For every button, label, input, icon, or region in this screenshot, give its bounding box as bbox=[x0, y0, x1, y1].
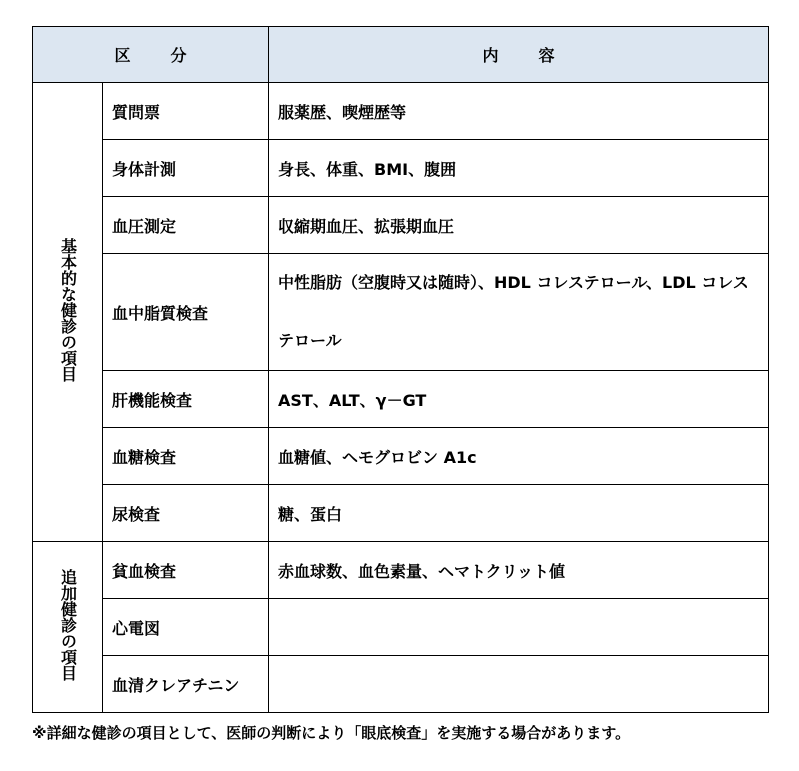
item-content: 収縮期血圧、拡張期血圧 bbox=[269, 197, 769, 254]
item-content: 血糖値、ヘモグロビン A1c bbox=[269, 428, 769, 485]
item-name: 質問票 bbox=[103, 83, 269, 140]
item-name: 血清クレアチニン bbox=[103, 656, 269, 713]
item-content: 身長、体重、BMI、腹囲 bbox=[269, 140, 769, 197]
table-row bbox=[33, 485, 769, 542]
item-name: 貧血検査 bbox=[103, 542, 269, 599]
item-content: 服薬歴、喫煙歴等 bbox=[269, 83, 769, 140]
item-name: 身体計測 bbox=[103, 140, 269, 197]
item-content bbox=[269, 599, 769, 656]
item-name: 血圧測定 bbox=[103, 197, 269, 254]
group-basic bbox=[33, 83, 103, 542]
group-label-basic: 基本的な健診の項目 bbox=[58, 238, 78, 382]
item-name: 肝機能検査 bbox=[103, 371, 269, 428]
table-row bbox=[33, 599, 769, 656]
table-row bbox=[33, 140, 769, 197]
item-content: 中性脂肪（空腹時又は随時）、HDL コレステロール、LDL コレステロール bbox=[269, 254, 769, 371]
table-row bbox=[33, 542, 769, 599]
item-content: 糖、蛋白 bbox=[269, 485, 769, 542]
item-content: 赤血球数、血色素量、ヘマトクリット値 bbox=[269, 542, 769, 599]
footnote: ※詳細な健診の項目として、医師の判断により「眼底検査」を実施する場合があります。 bbox=[32, 724, 631, 742]
item-name: 血中脂質検査 bbox=[103, 254, 269, 371]
header-category bbox=[33, 27, 269, 83]
item-content bbox=[269, 656, 769, 713]
table-row bbox=[33, 656, 769, 713]
table-header-row bbox=[33, 27, 769, 83]
item-name: 血糖検査 bbox=[103, 428, 269, 485]
header-category-char-2: 分 bbox=[170, 46, 187, 65]
item-content: AST、ALT、γ－GT bbox=[269, 371, 769, 428]
exam-items-table bbox=[32, 26, 769, 713]
item-name: 心電図 bbox=[103, 599, 269, 656]
table-row bbox=[33, 254, 769, 371]
table-row bbox=[33, 371, 769, 428]
header-content-char-1: 内 bbox=[482, 46, 499, 65]
table-row bbox=[33, 428, 769, 485]
header-content bbox=[269, 27, 769, 83]
table-row bbox=[33, 83, 769, 140]
item-name: 尿検査 bbox=[103, 485, 269, 542]
group-label-additional: 追加健診の項目 bbox=[58, 569, 78, 681]
table-row bbox=[33, 197, 769, 254]
group-additional bbox=[33, 542, 103, 713]
header-content-char-2: 容 bbox=[538, 46, 555, 65]
header-category-char-1: 区 bbox=[114, 46, 131, 65]
